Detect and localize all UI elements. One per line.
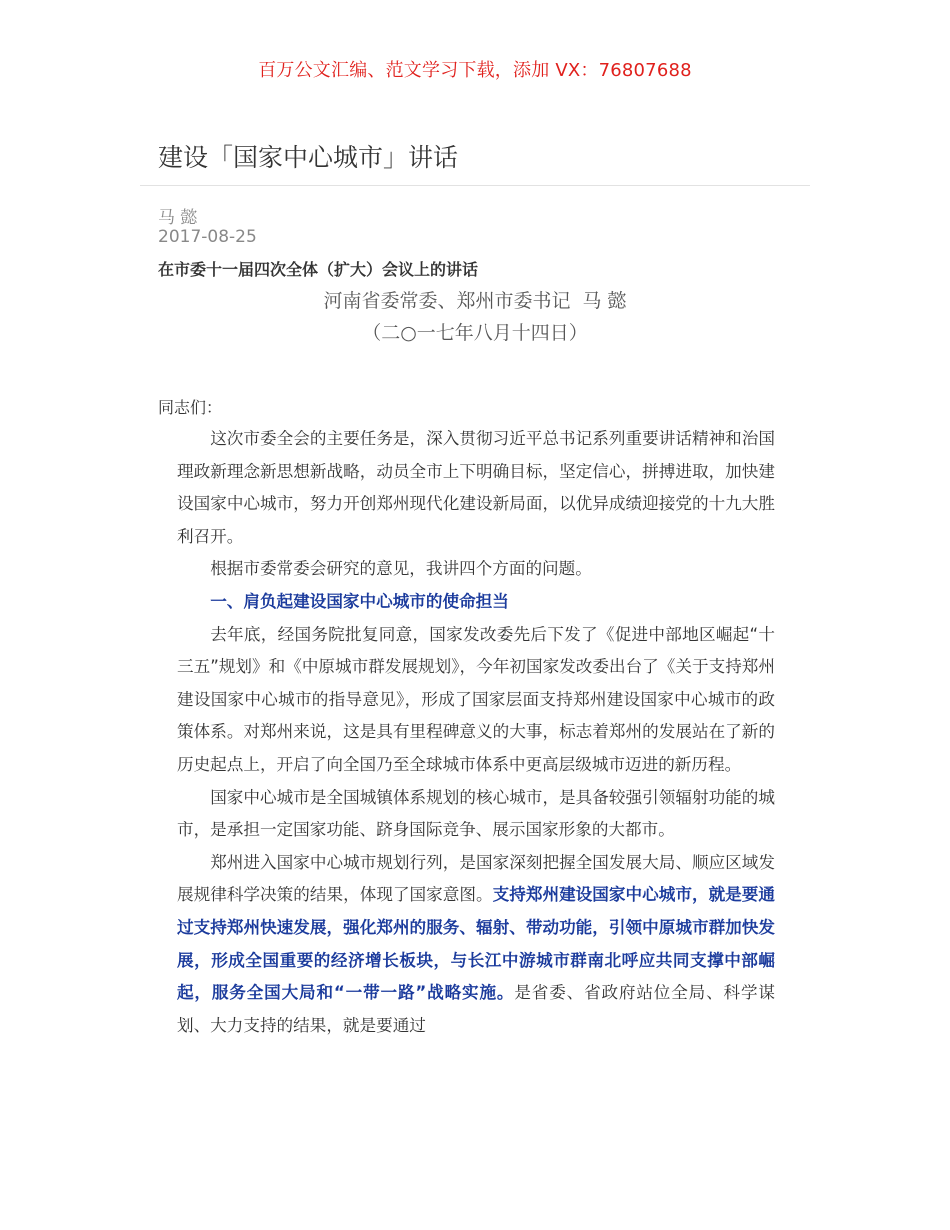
paragraph-5-tail: 是省委、省政府站位全局、科学谋划、大力支持的结果，就是要通过	[177, 983, 776, 1035]
paragraph-4: 国家中心城市是全国城镇体系规划的核心城市，是具备较强引领辐射功能的城市，是承担一定国家功能、跻身国际竞争、展示国家形象的大都市。	[177, 787, 775, 840]
article-author: 马 懿	[158, 208, 198, 228]
paragraph-5-highlight: 支持郑州建设国家中心城市，就是要通过支持郑州快速发展，强化郑州的服务、辐射、带动功能，引领中原城市群加快发展，形成全国重要的经济增长板块，与长江中游城市群南北呼应共同支撑中部崛起，服务全国大局和“一带一路”战略实施。	[177, 885, 776, 1003]
article-title: 建设「国家中心城市」讲话	[158, 143, 459, 172]
section-heading-1: 一、肩负起建设国家中心城市的使命担当	[210, 591, 509, 611]
article-date: 2017-08-25	[158, 227, 257, 247]
paragraph-5-intro: 郑州进入国家中心城市规划行列，是国家深刻把握全国发展大局、顺应区域发展规律科学决策的结果，体现了国家意图。	[177, 852, 775, 905]
promo-banner: 百万公文汇编、范文学习下载，添加 VX：76807688	[258, 60, 692, 81]
speech-subtitle: 在市委十一届四次全体（扩大）会议上的讲话	[158, 260, 479, 279]
speaker-line: 河南省委常委、郑州市委书记 马 懿	[323, 290, 627, 312]
paragraph-2: 根据市委常委会研究的意见，我讲四个方面的问题。	[210, 559, 592, 579]
title-divider	[140, 185, 810, 186]
speech-date: （二○一七年八月十四日）	[362, 322, 588, 344]
article-body	[177, 423, 775, 1042]
paragraph-1: 这次市委全会的主要任务是，深入贯彻习近平总书记系列重要讲话精神和治国理政新理念新思想新战略，动员全市上下明确目标，坚定信心，拼搏进取，加快建设国家中心城市，努力开创郑州现代化建设新局面，以优异成绩迎接党的十九大胜利召开。	[177, 429, 775, 546]
paragraph-3: 去年底，经国务院批复同意，国家发改委先后下发了《促进中部地区崛起“十三五”规划》和《中原城市群发展规划》，今年初国家发改委出台了《关于支持郑州建设国家中心城市的指导意见》，形成了国家层面支持郑州建设国家中心城市的政策体系。对郑州来说，这是具有里程碑意义的大事，标志着郑州的发展站在了新的历史起点上，开启了向全国乃至全球城市体系中更高层级城市迈进的新历程。	[177, 624, 775, 774]
greeting: 同志们：	[158, 398, 223, 417]
paragraph-5	[177, 847, 775, 1043]
